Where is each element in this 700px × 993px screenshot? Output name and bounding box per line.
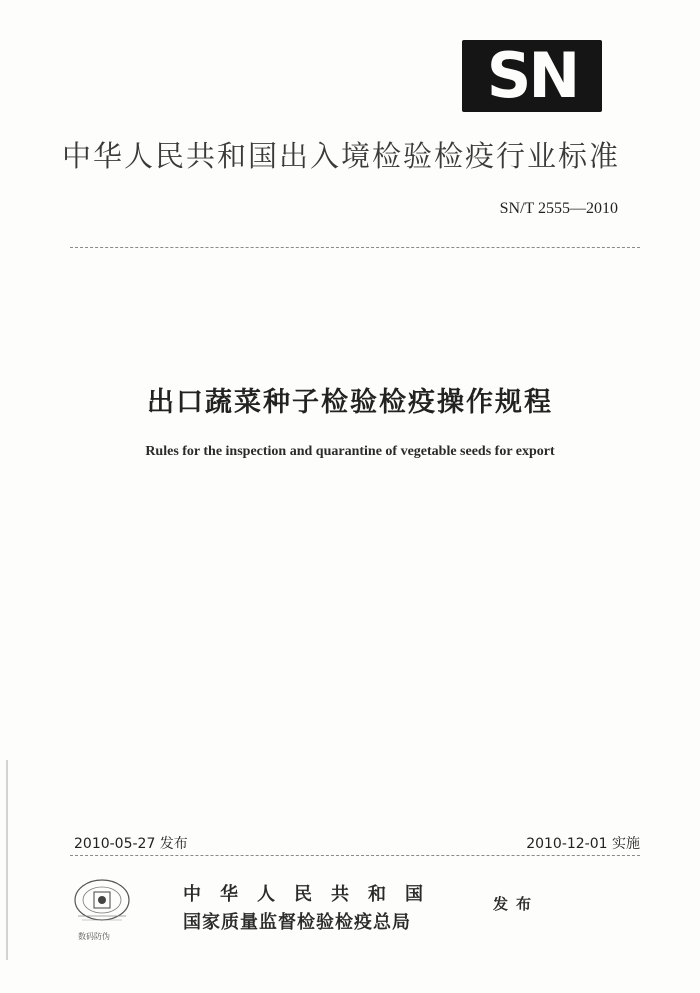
- standard-code: SN/T 2555—2010: [499, 200, 618, 217]
- publisher: [183, 880, 483, 934]
- header-divider: [70, 247, 640, 248]
- publisher-line-2: 国家质量监督检验检疫总局: [183, 912, 411, 933]
- standard-type: 中华人民共和国出入境检验检疫行业标准: [62, 139, 621, 173]
- publisher-line-1: 中华人民共和国: [183, 884, 442, 905]
- scan-edge: [6, 760, 8, 960]
- issue-date: 2010-05-27 发布: [74, 836, 188, 852]
- implementation-date: 2010-12-01 实施: [526, 836, 640, 852]
- document-title: 出口蔬菜种子检验检疫操作规程: [147, 387, 553, 418]
- footer-divider: [70, 855, 640, 856]
- publish-verb: 发布: [493, 895, 540, 913]
- anti-counterfeit-seal-icon: [72, 872, 132, 930]
- sn-logo: SN: [462, 40, 602, 112]
- document-subtitle: Rules for the inspection and quarantine of vegetable seeds for export: [145, 444, 555, 459]
- seal-caption: 数码防伪: [78, 932, 110, 941]
